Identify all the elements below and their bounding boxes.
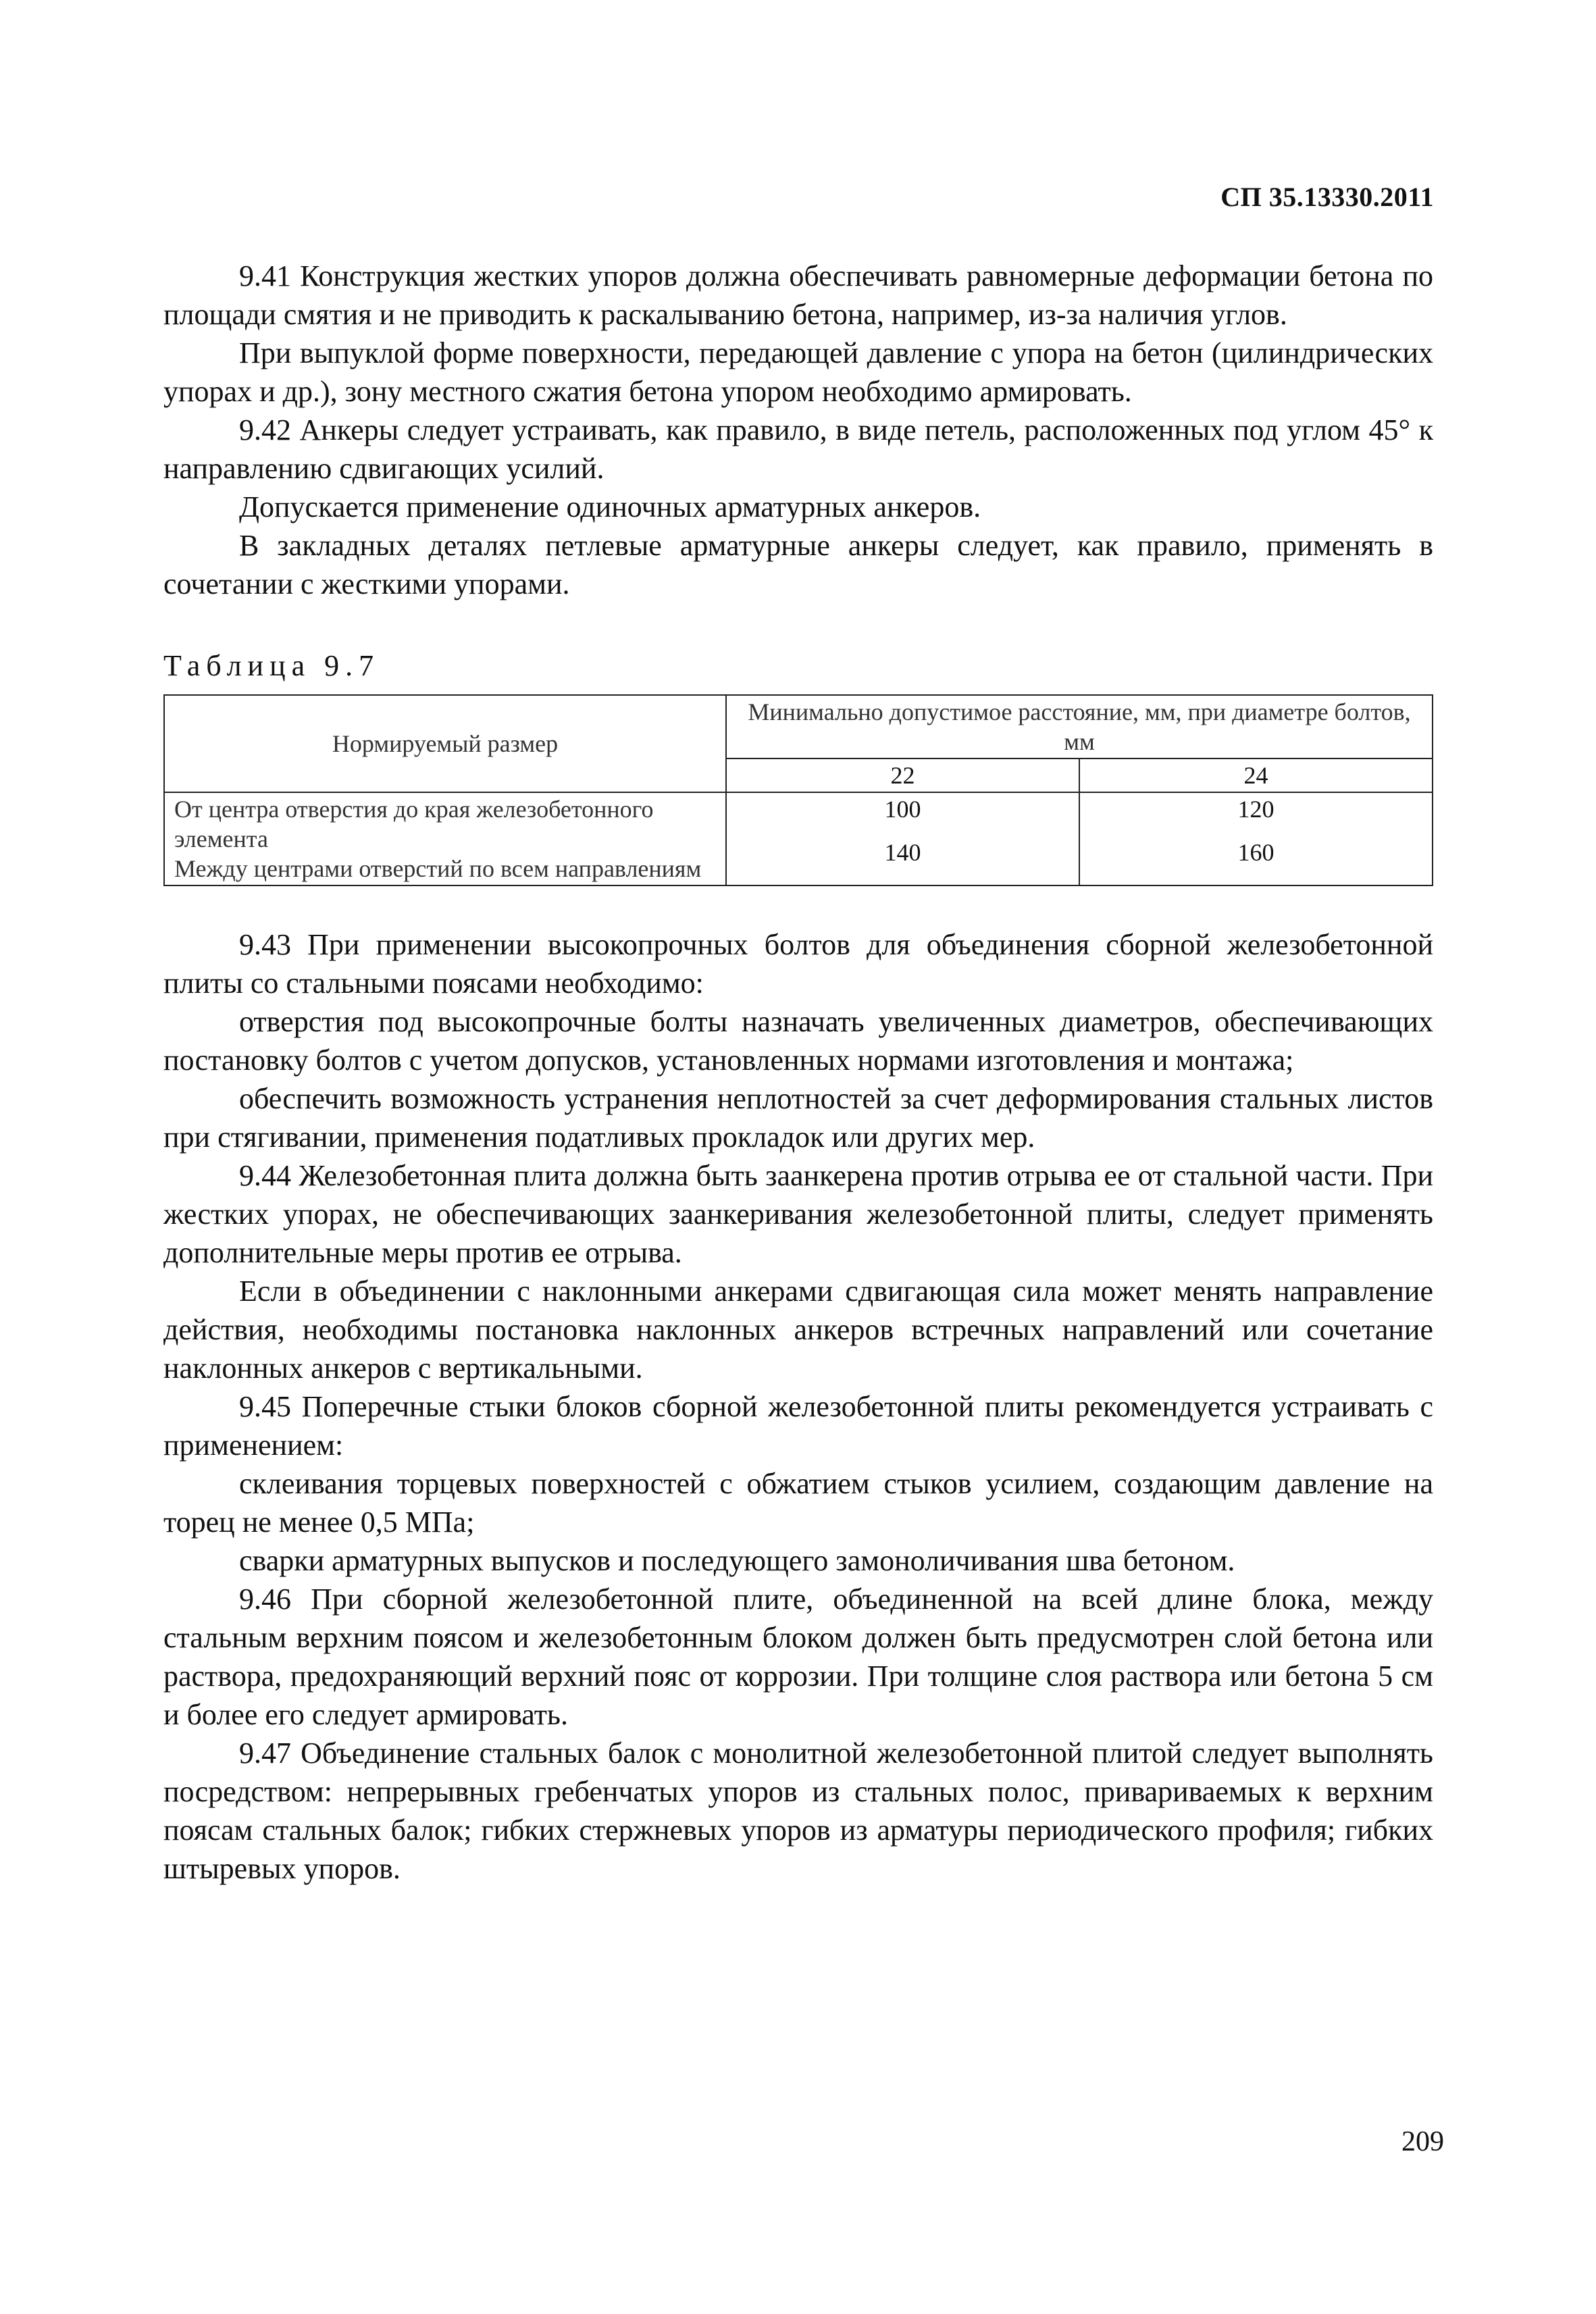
table-row xyxy=(164,792,1433,885)
table-col-24-values xyxy=(1079,792,1433,885)
table-col-22-values xyxy=(726,792,1079,885)
header-normed-size: Нормируемый размер xyxy=(164,695,726,792)
paragraph-holes: отверстия под высокопрочные болты назначать увеличенных диаметров, обеспечивающих постановку болтов с учетом допусков, установленных нормами изготовления и монтажа; xyxy=(163,1005,1433,1077)
paragraph-inclined-anchors: Если в объединении с наклонными анкерами сдвигающая сила может менять направление действия, необходимы постановка наклонных анкеров встречных направлений или сочетание наклонных анкеров с вертикальными. xyxy=(163,1275,1433,1385)
paragraph-9-47: 9.47 Объединение стальных балок с монолитной железобетонной плитой следует выполнять посредством: непрерывных гребенчатых упоров из стальных полос, привариваемых к верхним поясам стальных балок; гибких стержневых упоров из арматуры периодического профиля; гибких штыревых упоров. xyxy=(163,1737,1433,1885)
table-header-row xyxy=(164,695,1433,759)
header-diameter-22: 22 xyxy=(726,759,1079,792)
paragraph-9-46: 9.46 При сборной железобетонной плите, объединенной на всей длине блока, между стальным верхним поясом и железобетонным блоком должен быть предусмотрен слой бетона или раствора, предохраняющий верхний пояс от коррозии. При толщине слоя раствора или бетона 5 см и более его следует армировать. xyxy=(163,1583,1433,1731)
paragraph-welding: сварки арматурных выпусков и последующего замоноличивания шва бетоном. xyxy=(239,1544,1235,1577)
paragraph-convex-surface: При выпуклой форме поверхности, передающей давление с упора на бетон (цилиндрических упорах и др.), зону местного сжатия бетона упором необходимо армировать. xyxy=(163,336,1433,408)
paragraph-9-43: 9.43 При применении высокопрочных болтов для объединения сборной железобетонной плиты со стальными поясами необходимо: xyxy=(163,928,1433,1000)
row-label-centers: Между центрами отверстий по всем направлениям xyxy=(174,855,702,882)
paragraph-gaps: обеспечить возможность устранения неплотностей за счет деформирования стальных листов при стягивании, применения податливых прокладок или других мер. xyxy=(163,1082,1433,1154)
paragraph-gluing: склеивания торцевых поверхностей с обжатием стыков усилием, создающим давление на торец не менее 0,5 МПа; xyxy=(163,1467,1433,1539)
table-9-7 xyxy=(163,694,1433,886)
paragraph-9-42: 9.42 Анкеры следует устраивать, как правило, в виде петель, расположенных под углом 45° к направлению сдвигающих усилий. xyxy=(163,413,1433,485)
paragraph-9-45: 9.45 Поперечные стыки блоков сборной железобетонной плиты рекомендуется устраивать с применением: xyxy=(163,1390,1433,1462)
page-body xyxy=(163,257,1433,1888)
header-min-distance: Минимально допустимое расстояние, мм, при диаметре болтов, мм xyxy=(726,695,1433,759)
value-edge-22: 100 xyxy=(884,796,921,823)
value-edge-24: 120 xyxy=(1237,796,1275,823)
paragraph-embedded-parts: В закладных деталях петлевые арматурные анкеры следует, как правило, применять в сочетании с жесткими упорами. xyxy=(163,529,1433,600)
value-centers-22: 140 xyxy=(884,839,921,866)
document-code-header: СП 35.13330.2011 xyxy=(1220,182,1434,212)
paragraph-9-44: 9.44 Железобетонная плита должна быть заанкерена против отрыва ее от стальной части. При жестких упорах, не обеспечивающих заанкеривания железобетонной плиты, следует применять дополнительные меры против ее отрыва. xyxy=(163,1159,1433,1269)
table-row-labels xyxy=(164,792,726,885)
header-diameter-24: 24 xyxy=(1079,759,1433,792)
paragraph-9-41: 9.41 Конструкция жестких упоров должна обеспечивать равномерные деформации бетона по площади смятия и не приводить к раскалыванию бетона, например, из-за наличия углов. xyxy=(163,259,1433,331)
paragraph-single-anchors: Допускается применение одиночных арматурных анкеров. xyxy=(239,490,981,523)
value-centers-24: 160 xyxy=(1237,839,1275,866)
page-number: 209 xyxy=(1401,2126,1444,2157)
row-label-edge: От центра отверстия до края железобетонного элемента xyxy=(174,796,654,852)
table-caption: Таблица 9.7 xyxy=(163,649,380,682)
